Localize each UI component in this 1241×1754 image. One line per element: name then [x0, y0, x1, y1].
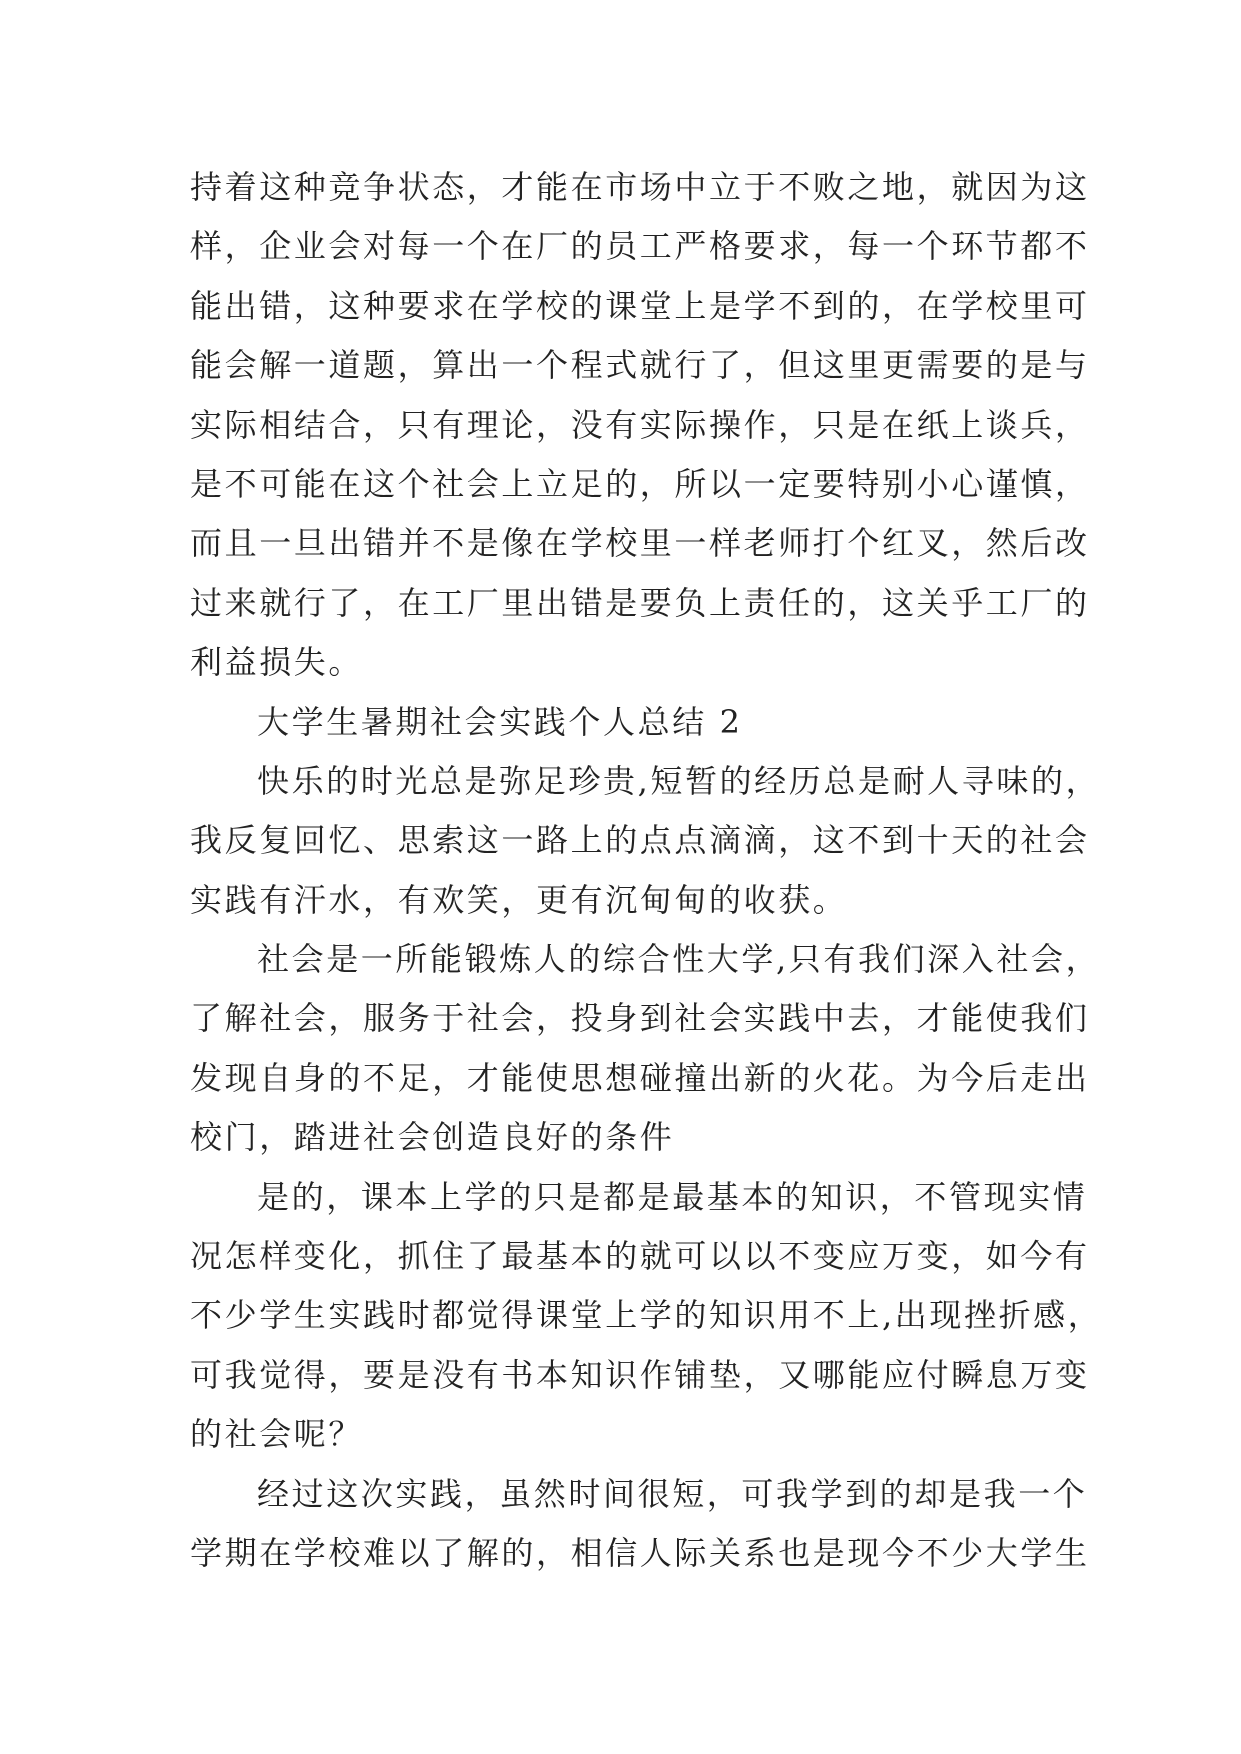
text-line: 学期在学校难以了解的，相信人际关系也是现今不少大学生 — [190, 1533, 1090, 1572]
text-line: 而且一旦出错并不是像在学校里一样老师打个红叉，然后改 — [190, 524, 1090, 563]
text-line: 不少学生实践时都觉得课堂上学的知识用不上,出现挫折感， — [190, 1296, 1103, 1335]
text-line: 利益损失。 — [190, 643, 364, 682]
text-line: 能出错，这种要求在学校的课堂上是学不到的，在学校里可 — [190, 286, 1090, 325]
text-line: 了解社会，服务于社会，投身到社会实践中去，才能使我们 — [190, 999, 1090, 1038]
text-line: 的社会呢？ — [190, 1415, 364, 1454]
text-line: 实践有汗水，有欢笑，更有沉甸甸的收获。 — [190, 880, 848, 919]
text-line: 是不可能在这个社会上立足的，所以一定要特别小心谨慎， — [190, 464, 1090, 503]
text-line: 过来就行了，在工厂里出错是要负上责任的，这关乎工厂的 — [190, 583, 1090, 622]
text-line: 能会解一道题，算出一个程式就行了，但这里更需要的是与 — [190, 346, 1090, 385]
text-line: 发现自身的不足，才能使思想碰撞出新的火花。为今后走出 — [190, 1058, 1090, 1097]
text-line: 实际相结合，只有理论，没有实际操作，只是在纸上谈兵， — [190, 405, 1090, 444]
paragraph-start-line: 经过这次实践，虽然时间很短，可我学到的却是我一个 — [257, 1474, 1088, 1513]
text-line: 况怎样变化，抓住了最基本的就可以以不变应万变，如今有 — [190, 1237, 1090, 1276]
document-body — [190, 158, 1103, 1583]
text-line: 我反复回忆、思索这一路上的点点滴滴，这不到十天的社会 — [190, 821, 1090, 860]
paragraph-start-line: 是的，课本上学的只是都是最基本的知识，不管现实情 — [257, 1177, 1088, 1216]
text-line: 持着这种竞争状态，才能在市场中立于不败之地，就因为这 — [190, 168, 1090, 206]
text-line: 样，企业会对每一个在厂的员工严格要求，每一个环节都不 — [190, 227, 1090, 266]
paragraph-start-line: 社会是一所能锻炼人的综合性大学,只有我们深入社会， — [257, 940, 1101, 979]
paragraph-start-line: 大学生暑期社会实践个人总结 2 — [257, 702, 743, 741]
text-line: 可我觉得，要是没有书本知识作铺垫，又哪能应付瞬息万变 — [190, 1355, 1090, 1394]
paragraph-start-line: 快乐的时光总是弥足珍贵,短暂的经历总是耐人寻味的， — [257, 761, 1101, 800]
text-line: 校门，踏进社会创造良好的条件 — [190, 1118, 675, 1157]
